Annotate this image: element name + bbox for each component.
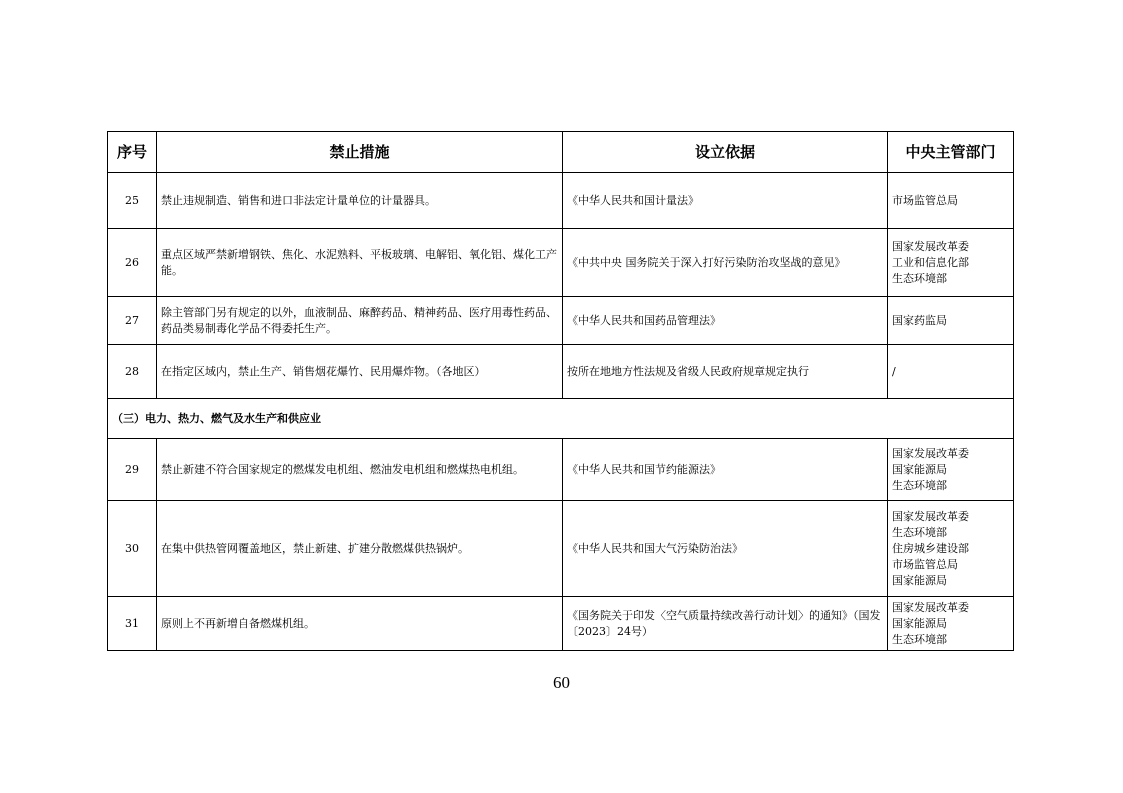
- row-basis: 按所在地地方性法规及省级人民政府规章规定执行: [563, 345, 888, 399]
- dept-name: 国家发展改革委: [892, 600, 969, 614]
- row-number: 31: [108, 597, 157, 651]
- row-dept: [888, 173, 1014, 229]
- table-row: [108, 345, 1014, 399]
- prohibition-table: [107, 131, 1014, 651]
- row-dept: [888, 439, 1014, 501]
- row-measure: 除主管部门另有规定的以外，血液制品、麻醉药品、精神药品、医疗用毒性药品、药品类易制毒化学品不得委托生产。: [157, 297, 563, 345]
- table-header-row: [108, 132, 1014, 173]
- header-seq: 序号: [108, 132, 157, 173]
- header-measure: 禁止措施: [157, 132, 563, 173]
- row-basis: 《中华人民共和国药品管理法》: [563, 297, 888, 345]
- row-dept: [888, 345, 1014, 399]
- row-dept: [888, 297, 1014, 345]
- section-row: [108, 399, 1014, 439]
- section-heading: （三）电力、热力、燃气及水生产和供应业: [108, 399, 1014, 439]
- row-dept: [888, 229, 1014, 297]
- dept-name: 国家发展改革委: [892, 446, 969, 460]
- row-basis: 《中华人民共和国大气污染防治法》: [563, 501, 888, 597]
- dept-name: 市场监管总局: [892, 193, 958, 207]
- dept-name: 国家能源局: [892, 462, 947, 476]
- table-row: [108, 297, 1014, 345]
- row-number: 27: [108, 297, 157, 345]
- dept-name: 工业和信息化部: [892, 255, 969, 269]
- dept-name: 住房城乡建设部: [892, 541, 969, 555]
- row-number: 28: [108, 345, 157, 399]
- row-measure: 禁止新建不符合国家规定的燃煤发电机组、燃油发电机组和燃煤热电机组。: [157, 439, 563, 501]
- dept-name: 生态环境部: [892, 478, 947, 492]
- page-number: 60: [553, 673, 570, 692]
- row-dept: [888, 597, 1014, 651]
- row-number: 29: [108, 439, 157, 501]
- row-basis: 《中华人民共和国计量法》: [563, 173, 888, 229]
- table-row: [108, 229, 1014, 297]
- header-basis: 设立依据: [563, 132, 888, 173]
- row-basis: 《中华人民共和国节约能源法》: [563, 439, 888, 501]
- row-measure: 在集中供热管网覆盖地区，禁止新建、扩建分散燃煤供热锅炉。: [157, 501, 563, 597]
- dept-name: 市场监管总局: [892, 557, 958, 571]
- dept-name: 国家药监局: [892, 313, 947, 327]
- row-basis: 《国务院关于印发〈空气质量持续改善行动计划〉的通知》（国发〔2023〕24号）: [563, 597, 888, 651]
- row-dept: [888, 501, 1014, 597]
- table-row: [108, 501, 1014, 597]
- row-measure: 禁止违规制造、销售和进口非法定计量单位的计量器具。: [157, 173, 563, 229]
- dept-name: 国家发展改革委: [892, 239, 969, 253]
- table-row: [108, 173, 1014, 229]
- table-row: [108, 597, 1014, 651]
- dept-name: 国家发展改革委: [892, 509, 969, 523]
- dept-name: 生态环境部: [892, 632, 947, 646]
- dept-name: /: [892, 364, 896, 378]
- dept-name: 生态环境部: [892, 271, 947, 285]
- dept-name: 生态环境部: [892, 525, 947, 539]
- dept-name: 国家能源局: [892, 616, 947, 630]
- row-number: 30: [108, 501, 157, 597]
- row-number: 26: [108, 229, 157, 297]
- row-measure: 在指定区域内，禁止生产、销售烟花爆竹、民用爆炸物。（各地区）: [157, 345, 563, 399]
- row-measure: 重点区域严禁新增钢铁、焦化、水泥熟料、平板玻璃、电解铝、氧化铝、煤化工产能。: [157, 229, 563, 297]
- row-measure: 原则上不再新增自备燃煤机组。: [157, 597, 563, 651]
- dept-name: 国家能源局: [892, 573, 947, 587]
- table-row: [108, 439, 1014, 501]
- row-basis: 《中共中央 国务院关于深入打好污染防治攻坚战的意见》: [563, 229, 888, 297]
- header-dept: 中央主管部门: [888, 132, 1014, 173]
- row-number: 25: [108, 173, 157, 229]
